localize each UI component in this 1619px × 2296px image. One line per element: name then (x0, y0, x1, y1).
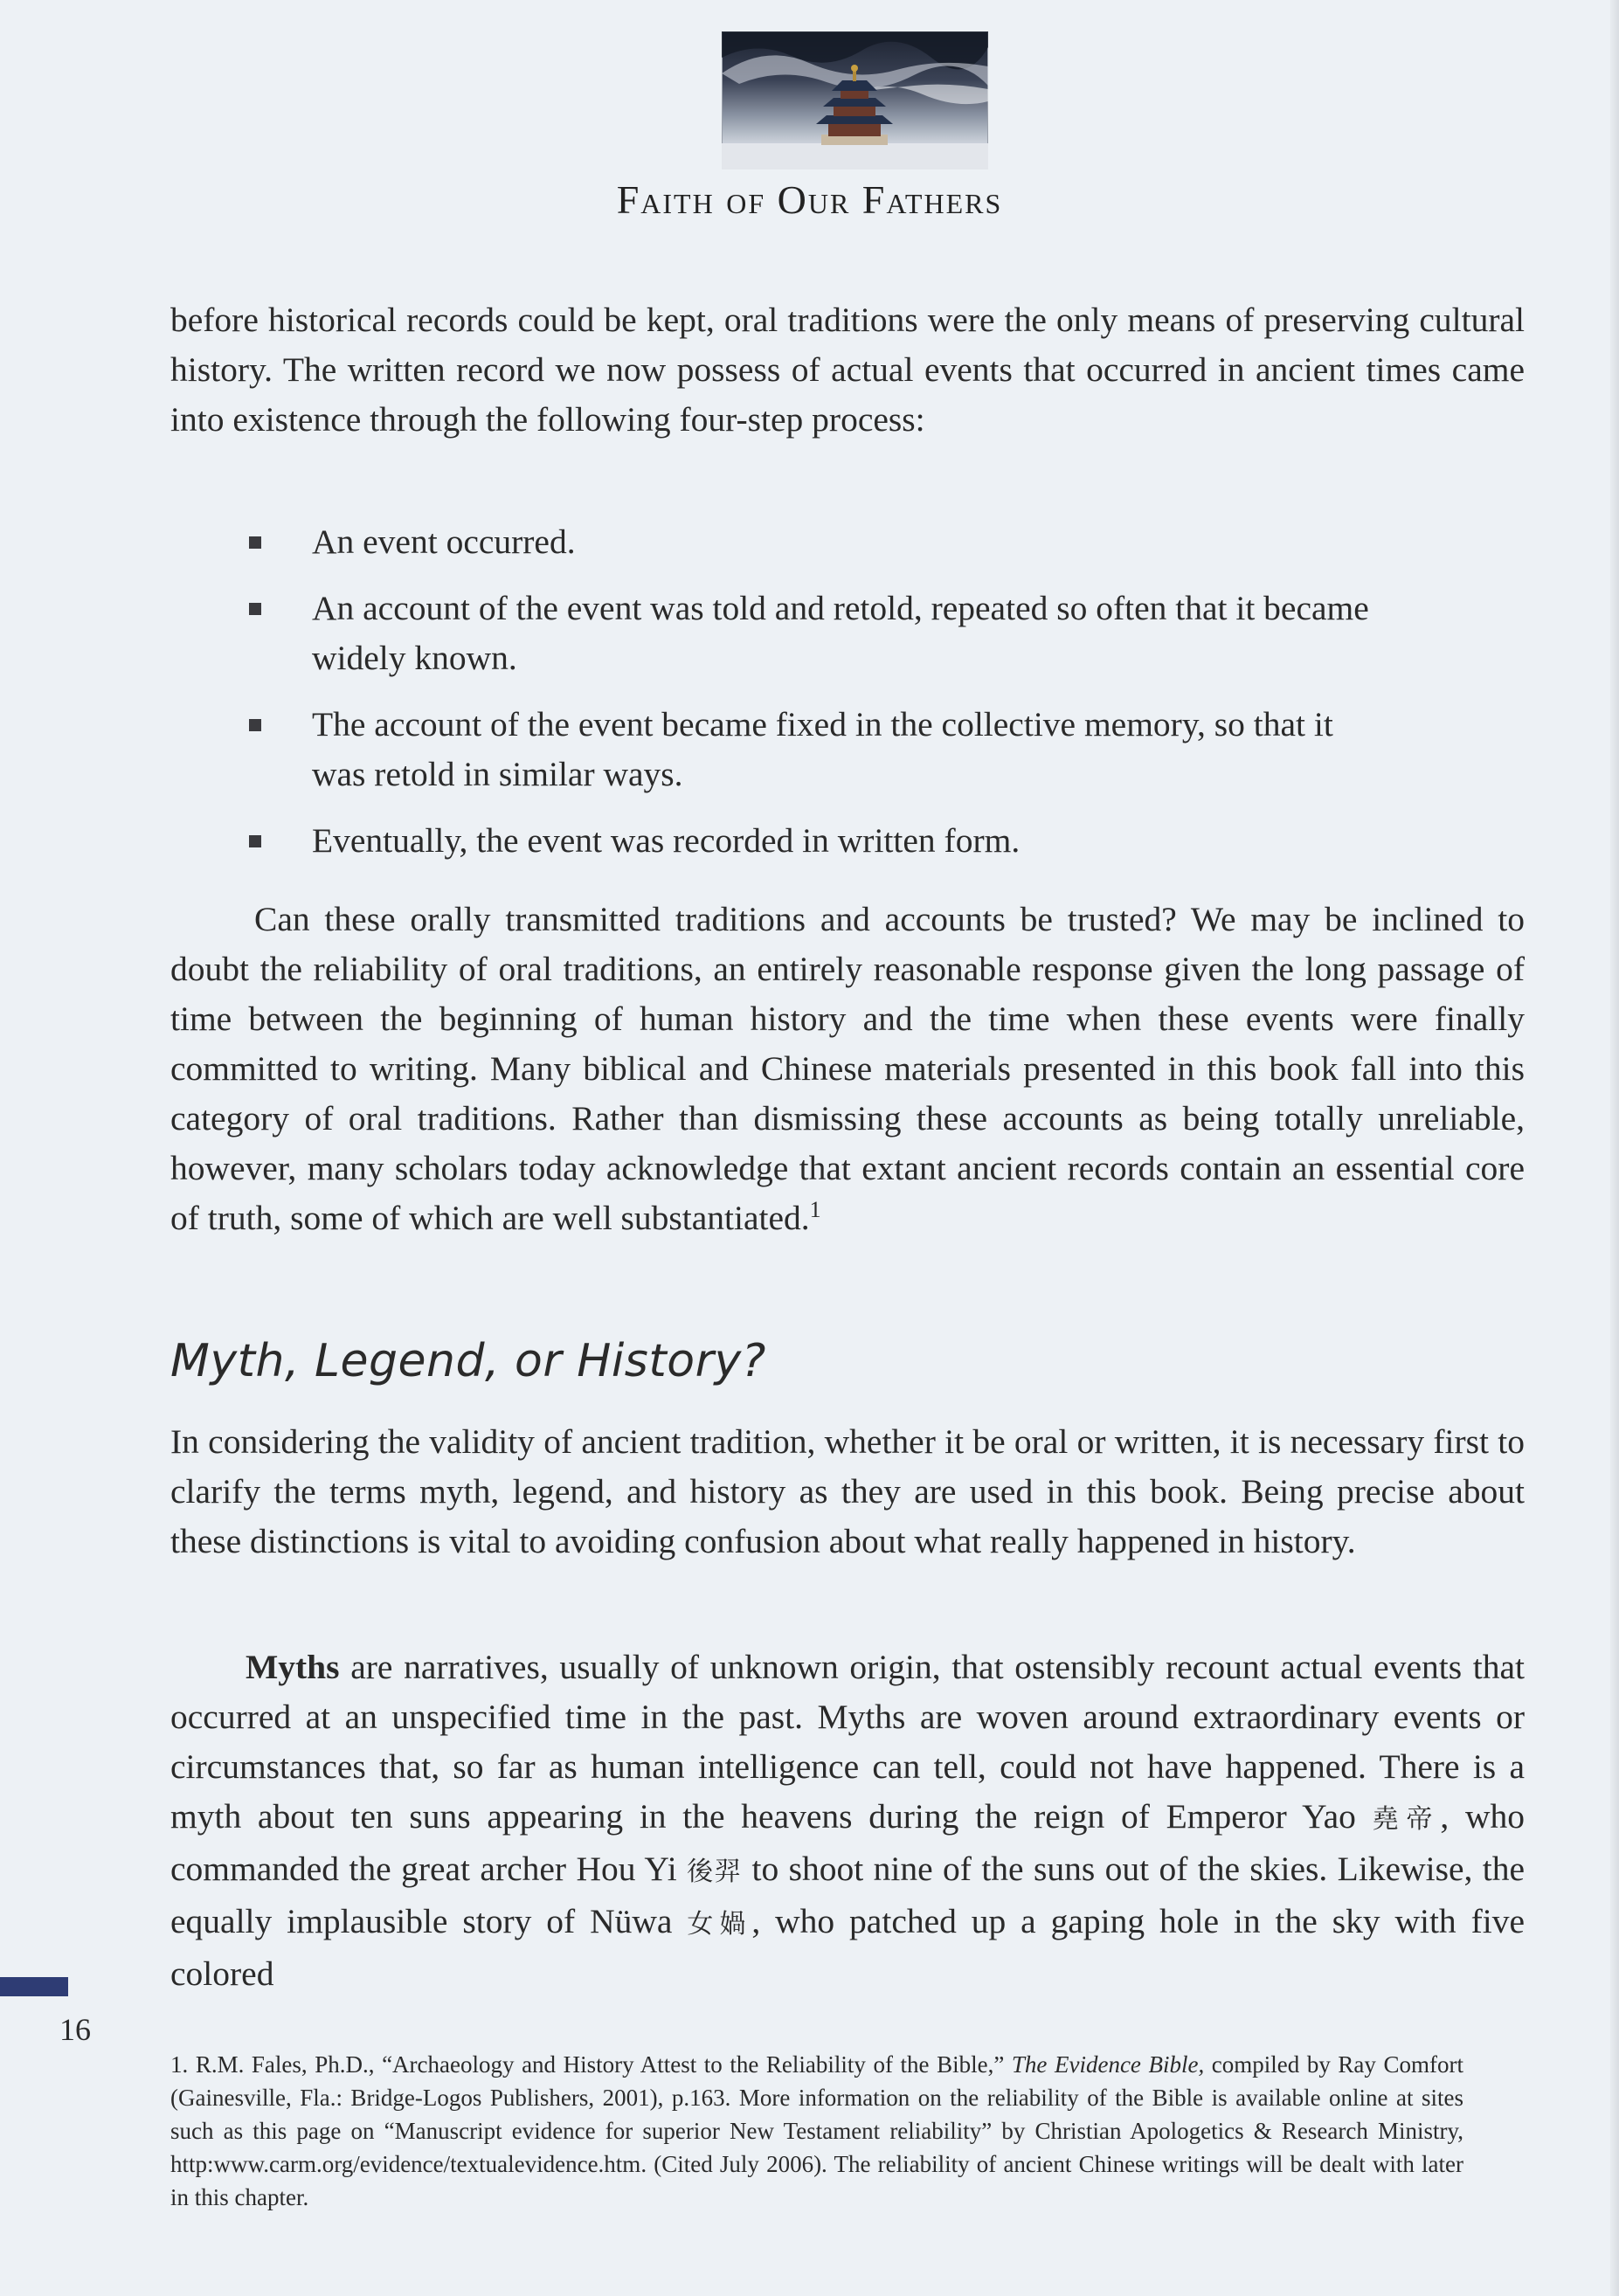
footnote-book-title: The Evidence Bible, (1011, 2051, 1205, 2078)
cjk-emperor-yao: 堯帝 (1372, 1804, 1441, 1835)
bullet-square-icon (249, 719, 261, 731)
running-head: Faith of Our Fathers (616, 177, 1003, 222)
bullet-square-icon (249, 835, 261, 847)
paragraph-4: Myths are narratives, usually of unknown origin, that ostensibly recount actual events that occurred at an unspecified time in the past. Myths are woven around extraordinary events or circumstances that, so far as human intelligence can tell, could not have happened. There is a myth about ten suns appearing in the heavens during the reign of Emperor Yao 堯帝, who commanded the great archer Hou Yi 後羿 to shoot nine of the suns out of the skies. Likewise, the equally implausible story of Nüwa 女媧, who patched up a gaping hole in the sky with five colored (170, 1648, 1526, 1993)
header-temple-image (722, 31, 988, 169)
bullet-square-icon (249, 603, 261, 615)
paragraph-2: Can these orally transmitted traditions and accounts be trusted? We may be inclined to doubt the reliability of oral traditions, an entirely reasonable response given the long passage of time between the beginning of human history and the time when these events were finally committed to writing. Many biblical and Chinese materials presented in this book fall into this category of oral traditions. Rather than dismissing these accounts as being totally unreliable, however, many scholars today acknowledge that extant ancient records contain an essential core of truth, some of which are well substantiated.$^1$ (170, 900, 1525, 1237)
list-item: An account of the event was told and retold, repeated so often that it became widely known. (249, 584, 1385, 683)
bullet-square-icon (249, 536, 261, 549)
paragraph-3: In considering the validity of ancient tradition, whether it be oral or written, it is necessary first to clarify the terms myth, legend, and history as they are used in this book. Being precise about these distinctions is vital to avoiding confusion about what really happened in history. (170, 1422, 1525, 1560)
cjk-hou-yi: 後羿 (687, 1857, 743, 1887)
list-item: The account of the event became fixed in the collective memory, so that it was retold in similar ways. (249, 700, 1385, 799)
page-number: 16 (59, 2012, 91, 2047)
list-item: An event occurred. (249, 517, 1385, 567)
process-list (249, 517, 1385, 882)
page-edge (1610, 0, 1619, 2296)
cjk-nuwa: 女媧 (687, 1909, 752, 1940)
paragraph-1: before historical records could be kept, oral traditions were the only means of preserving cultural history. The written record we now possess of actual events that occurred in ancient times came into existence through the following four-step process: (170, 301, 1525, 439)
section-heading: Myth, Legend, or History? (170, 1335, 766, 1387)
footnote: 1. R.M. Fales, Ph.D., “Archaeology and History Attest to the Reliability of the Bible,” The Evidence Bible, compiled by Ray Comfort (Gainesville, Fla.: Bridge-Logos Publishers, 2001), p.163. More information on the reliability of the Bible is available online at sites such as this page on “Manuscript evidence for superior New Testament reliability” by Christian Apologetics & Research Ministry, http:www.carm.org/evidence/textualevidence.htm. (Cited July 2006). The reliability of ancient Chinese writings will be dealt with later in this chapter. (170, 2051, 1463, 2210)
list-item: Eventually, the event was recorded in written form. (249, 816, 1385, 866)
footnote-ref[interactable]: 1 (809, 1196, 821, 1222)
margin-bar (0, 1977, 68, 1996)
term-myths: Myths (246, 1648, 340, 1686)
